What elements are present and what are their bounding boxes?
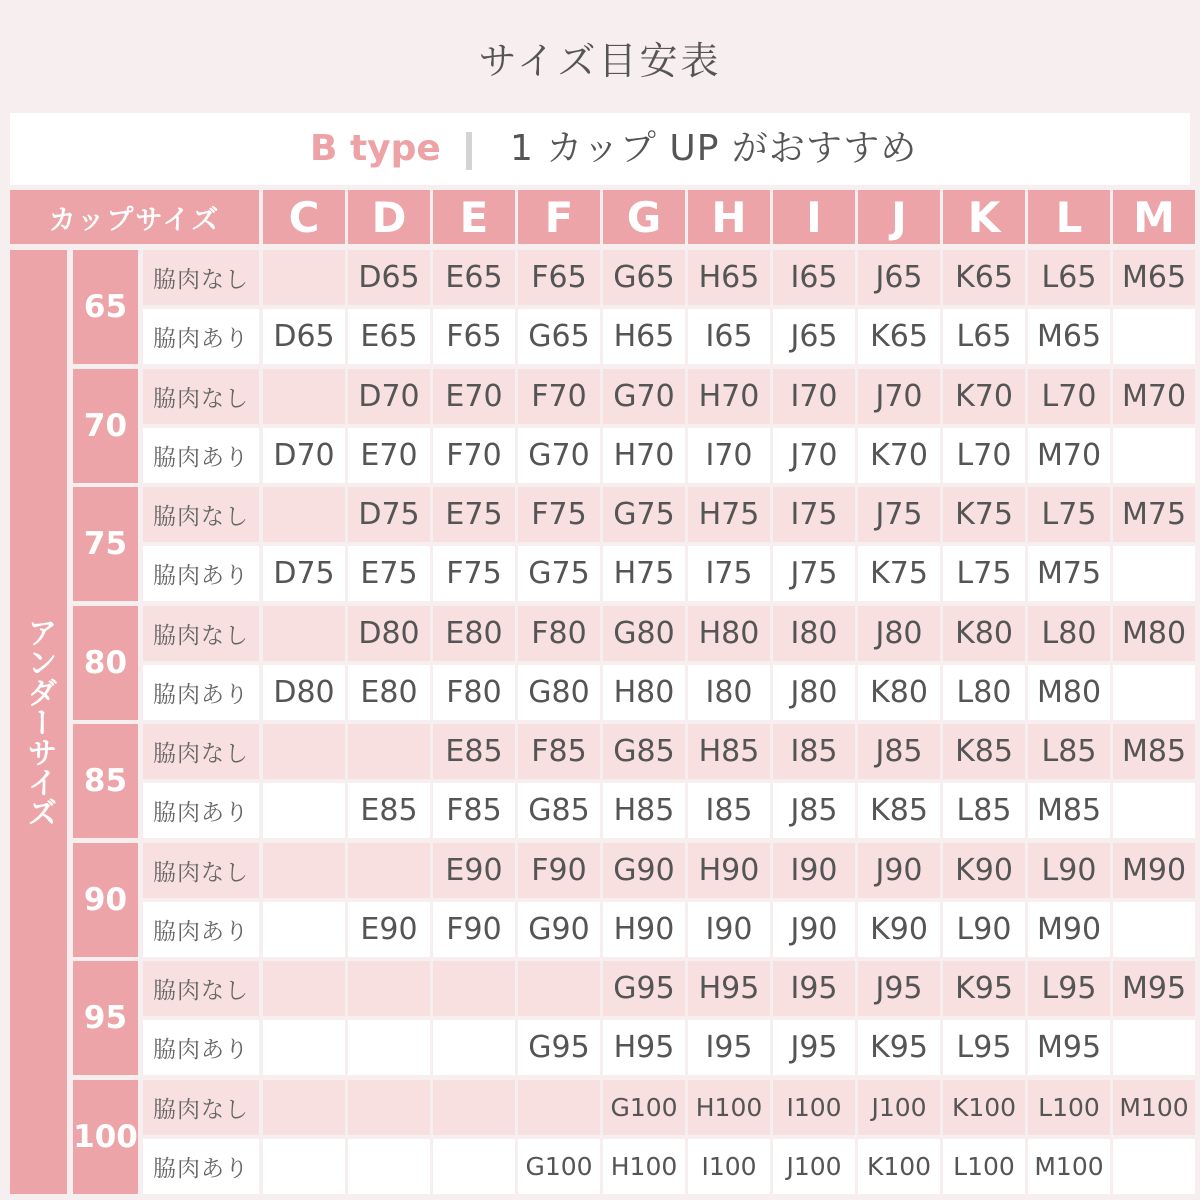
size-cell: H75 <box>603 546 685 601</box>
size-cell: D75 <box>263 546 345 601</box>
size-cell: L80 <box>943 665 1025 720</box>
size-cell: J95 <box>773 1020 855 1075</box>
size-cell: G100 <box>518 1139 600 1194</box>
size-cell: M75 <box>1113 487 1195 542</box>
cup-header-f: F <box>518 190 600 244</box>
size-cell: F70 <box>433 428 515 483</box>
size-cell: I75 <box>773 487 855 542</box>
size-cell: E75 <box>433 487 515 542</box>
size-cell: I70 <box>773 369 855 424</box>
size-cell: K80 <box>858 665 940 720</box>
size-cell: L70 <box>943 428 1025 483</box>
cup-header-m: M <box>1113 190 1195 244</box>
size-cell: D80 <box>263 665 345 720</box>
size-cell: D65 <box>348 250 430 305</box>
size-cell: H65 <box>603 309 685 364</box>
flesh-none-label: 脇肉なし <box>143 369 259 424</box>
size-cell: H100 <box>603 1139 685 1194</box>
flesh-none-label: 脇肉なし <box>143 724 259 779</box>
size-cell: M95 <box>1113 961 1195 1016</box>
under-size-65: 65 <box>73 250 138 364</box>
size-cell: J65 <box>858 250 940 305</box>
size-cell: G65 <box>603 250 685 305</box>
size-cell: J75 <box>858 487 940 542</box>
size-cell: G85 <box>603 724 685 779</box>
size-cell <box>263 606 345 661</box>
flesh-has-label: 脇肉あり <box>143 309 259 364</box>
size-cell: J85 <box>858 724 940 779</box>
size-cell: F75 <box>518 487 600 542</box>
size-cell: M75 <box>1028 546 1110 601</box>
size-cell: G90 <box>603 843 685 898</box>
size-cell: L100 <box>943 1139 1025 1194</box>
size-cell <box>348 843 430 898</box>
size-cell: G70 <box>603 369 685 424</box>
type-label: B type <box>310 128 441 169</box>
cup-header-l: L <box>1028 190 1110 244</box>
cup-header-j: J <box>858 190 940 244</box>
size-cell: H100 <box>688 1080 770 1135</box>
size-cell: E85 <box>433 724 515 779</box>
size-cell: J100 <box>858 1080 940 1135</box>
size-cell: I85 <box>773 724 855 779</box>
size-cell: H80 <box>603 665 685 720</box>
size-cell: L65 <box>943 309 1025 364</box>
size-cell: I100 <box>688 1139 770 1194</box>
size-cell: I70 <box>688 428 770 483</box>
size-cell: J70 <box>773 428 855 483</box>
size-cell: M80 <box>1113 606 1195 661</box>
size-cell <box>263 1020 345 1075</box>
size-cell <box>263 369 345 424</box>
size-cell: E90 <box>433 843 515 898</box>
size-cell: E85 <box>348 783 430 838</box>
size-cell: G95 <box>603 961 685 1016</box>
size-cell: L80 <box>1028 606 1110 661</box>
size-cell <box>433 1080 515 1135</box>
size-cell: K90 <box>858 902 940 957</box>
cup-header-d: D <box>348 190 430 244</box>
size-cell: G75 <box>518 546 600 601</box>
size-cell: M100 <box>1028 1139 1110 1194</box>
size-cell <box>263 843 345 898</box>
size-cell: L90 <box>943 902 1025 957</box>
size-cell <box>263 902 345 957</box>
size-cell: I95 <box>688 1020 770 1075</box>
size-cell: K65 <box>858 309 940 364</box>
size-cell <box>348 1080 430 1135</box>
size-cell <box>1113 1139 1195 1194</box>
size-cell: K75 <box>943 487 1025 542</box>
size-cell: G85 <box>518 783 600 838</box>
size-cell <box>433 1020 515 1075</box>
size-cell: J80 <box>773 665 855 720</box>
size-cell: J85 <box>773 783 855 838</box>
cup-header-h: H <box>688 190 770 244</box>
under-size-80: 80 <box>73 606 138 720</box>
size-cell <box>1113 546 1195 601</box>
size-cell <box>1113 665 1195 720</box>
size-cell: M80 <box>1028 665 1110 720</box>
size-cell: J65 <box>773 309 855 364</box>
size-cell: E65 <box>348 309 430 364</box>
size-cell: E80 <box>348 665 430 720</box>
flesh-none-label: 脇肉なし <box>143 961 259 1016</box>
size-cell: L95 <box>943 1020 1025 1075</box>
flesh-has-label: 脇肉あり <box>143 665 259 720</box>
size-cell: L70 <box>1028 369 1110 424</box>
size-cell: K100 <box>943 1080 1025 1135</box>
cup-size-header: カップサイズ <box>10 190 259 244</box>
size-cell: F80 <box>433 665 515 720</box>
flesh-has-label: 脇肉あり <box>143 546 259 601</box>
size-cell <box>263 724 345 779</box>
size-cell: M65 <box>1113 250 1195 305</box>
size-cell: J95 <box>858 961 940 1016</box>
size-cell <box>1113 902 1195 957</box>
page-title: サイズ目安表 <box>478 39 722 83</box>
size-cell: E90 <box>348 902 430 957</box>
size-cell <box>433 961 515 1016</box>
flesh-has-label: 脇肉あり <box>143 1020 259 1075</box>
flesh-has-label: 脇肉あり <box>143 783 259 838</box>
size-cell: I100 <box>773 1080 855 1135</box>
size-cell: J70 <box>858 369 940 424</box>
size-cell: E70 <box>348 428 430 483</box>
size-cell: K70 <box>858 428 940 483</box>
under-size-label: アンダーサイズ <box>10 250 67 1194</box>
size-cell: F65 <box>518 250 600 305</box>
size-cell: M90 <box>1028 902 1110 957</box>
flesh-none-label: 脇肉なし <box>143 606 259 661</box>
size-cell: J90 <box>773 902 855 957</box>
size-cell <box>348 961 430 1016</box>
size-cell: F75 <box>433 546 515 601</box>
size-cell: J90 <box>858 843 940 898</box>
size-cell: J80 <box>858 606 940 661</box>
size-cell <box>1113 1020 1195 1075</box>
size-cell: I90 <box>773 843 855 898</box>
size-cell <box>263 1080 345 1135</box>
size-cell: I75 <box>688 546 770 601</box>
size-cell <box>348 1020 430 1075</box>
size-cell: H65 <box>688 250 770 305</box>
flesh-none-label: 脇肉なし <box>143 487 259 542</box>
size-cell: I80 <box>688 665 770 720</box>
size-cell: K75 <box>858 546 940 601</box>
size-cell: G100 <box>603 1080 685 1135</box>
size-cell: L75 <box>943 546 1025 601</box>
under-size-70: 70 <box>73 369 138 483</box>
size-cell: L85 <box>943 783 1025 838</box>
size-cell: J100 <box>773 1139 855 1194</box>
cup-header-c: C <box>263 190 345 244</box>
size-cell: M65 <box>1028 309 1110 364</box>
size-cell: K70 <box>943 369 1025 424</box>
size-cell: G75 <box>603 487 685 542</box>
size-cell <box>1113 783 1195 838</box>
size-cell: G70 <box>518 428 600 483</box>
flesh-none-label: 脇肉なし <box>143 843 259 898</box>
size-cell <box>263 487 345 542</box>
size-cell: K95 <box>858 1020 940 1075</box>
size-cell: H70 <box>688 369 770 424</box>
size-cell: H95 <box>603 1020 685 1075</box>
size-cell <box>348 1139 430 1194</box>
size-cell: H70 <box>603 428 685 483</box>
size-cell: L100 <box>1028 1080 1110 1135</box>
flesh-none-label: 脇肉なし <box>143 250 259 305</box>
size-cell: L75 <box>1028 487 1110 542</box>
size-cell: G95 <box>518 1020 600 1075</box>
size-cell: I90 <box>688 902 770 957</box>
size-cell: E70 <box>433 369 515 424</box>
size-cell: F65 <box>433 309 515 364</box>
size-cell: L90 <box>1028 843 1110 898</box>
size-cell: I85 <box>688 783 770 838</box>
size-cell: D80 <box>348 606 430 661</box>
size-cell: F85 <box>518 724 600 779</box>
size-cell: M85 <box>1028 783 1110 838</box>
size-cell: I95 <box>773 961 855 1016</box>
size-cell: G80 <box>518 665 600 720</box>
size-cell: H85 <box>688 724 770 779</box>
size-cell: K95 <box>943 961 1025 1016</box>
size-cell: H90 <box>688 843 770 898</box>
cup-header-i: I <box>773 190 855 244</box>
size-cell: H80 <box>688 606 770 661</box>
size-cell: D70 <box>263 428 345 483</box>
flesh-none-label: 脇肉なし <box>143 1080 259 1135</box>
cup-header-g: G <box>603 190 685 244</box>
size-cell: E80 <box>433 606 515 661</box>
size-cell: H90 <box>603 902 685 957</box>
size-cell: D75 <box>348 487 430 542</box>
size-cell: K80 <box>943 606 1025 661</box>
size-cell: M70 <box>1028 428 1110 483</box>
size-cell <box>1113 309 1195 364</box>
under-size-85: 85 <box>73 724 138 838</box>
size-cell: D70 <box>348 369 430 424</box>
under-size-95: 95 <box>73 961 138 1075</box>
flesh-has-label: 脇肉あり <box>143 428 259 483</box>
size-cell: K65 <box>943 250 1025 305</box>
size-cell: K85 <box>943 724 1025 779</box>
size-cell: E65 <box>433 250 515 305</box>
size-cell: K100 <box>858 1139 940 1194</box>
under-size-100: 100 <box>73 1080 138 1194</box>
under-size-75: 75 <box>73 487 138 601</box>
recommend-text: 1 カップ UP がおすすめ <box>510 128 918 169</box>
size-cell: E75 <box>348 546 430 601</box>
size-cell: I65 <box>773 250 855 305</box>
size-cell: K85 <box>858 783 940 838</box>
cup-header-e: E <box>433 190 515 244</box>
flesh-has-label: 脇肉あり <box>143 902 259 957</box>
size-cell: L85 <box>1028 724 1110 779</box>
size-cell: L95 <box>1028 961 1110 1016</box>
size-cell: D65 <box>263 309 345 364</box>
size-cell: I80 <box>773 606 855 661</box>
size-cell <box>518 1080 600 1135</box>
size-cell: L65 <box>1028 250 1110 305</box>
size-cell: M70 <box>1113 369 1195 424</box>
size-cell <box>348 724 430 779</box>
size-cell <box>263 783 345 838</box>
size-cell: J75 <box>773 546 855 601</box>
cup-header-k: K <box>943 190 1025 244</box>
size-cell: M100 <box>1113 1080 1195 1135</box>
size-cell <box>263 250 345 305</box>
size-cell: F85 <box>433 783 515 838</box>
size-cell: I65 <box>688 309 770 364</box>
size-cell <box>518 961 600 1016</box>
size-cell: M95 <box>1028 1020 1110 1075</box>
size-cell: M90 <box>1113 843 1195 898</box>
size-cell: K90 <box>943 843 1025 898</box>
size-cell: M85 <box>1113 724 1195 779</box>
flesh-has-label: 脇肉あり <box>143 1139 259 1194</box>
size-cell: G80 <box>603 606 685 661</box>
size-cell: H75 <box>688 487 770 542</box>
size-cell: H85 <box>603 783 685 838</box>
size-cell <box>263 1139 345 1194</box>
size-cell: F80 <box>518 606 600 661</box>
size-cell: G65 <box>518 309 600 364</box>
size-cell <box>263 961 345 1016</box>
size-cell: F70 <box>518 369 600 424</box>
size-cell <box>433 1139 515 1194</box>
size-cell: H95 <box>688 961 770 1016</box>
size-cell: F90 <box>433 902 515 957</box>
size-cell: F90 <box>518 843 600 898</box>
under-size-90: 90 <box>73 843 138 957</box>
size-cell <box>1113 428 1195 483</box>
size-cell: G90 <box>518 902 600 957</box>
